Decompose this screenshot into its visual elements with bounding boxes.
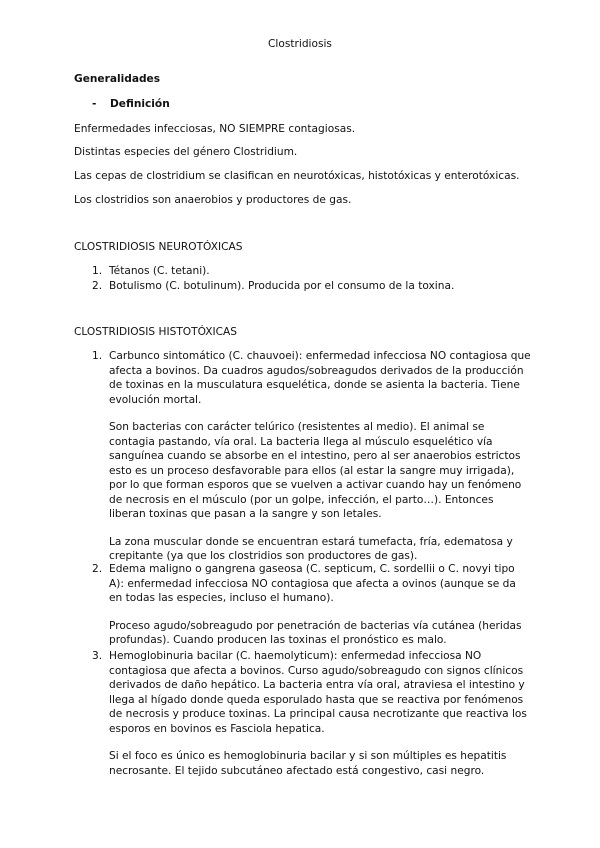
list-item-paragraph: La zona muscular donde se encuentran estará tumefacta, fría, edematosa y crepitante (ya que los clostridios son productores de gas). [109, 535, 513, 562]
list-item-paragraph: Hemoglobinuria bacilar (C. haemolyticum): enfermedad infecciosa NO contagiosa que afecta a bovinos. Curso agudo/sobreagudo con signos clínicos derivados de daño hepático. La bacteria entra vía oral, atraviesa el intestino y llega al hígado donde queda esporulado hasta que se reactiva por fenómenos de necrosis y produce toxinas. La principal causa necrotizante que reactiva los esporos en bovinos es Fasciola hepatica. [109, 650, 527, 735]
section-heading-generalidades: Generalidades [74, 73, 161, 85]
list-number: 2. [92, 563, 103, 575]
list-item [92, 349, 532, 564]
list-number: 2. [92, 280, 103, 292]
section-heading-histotoxicas: CLOSTRIDIOSIS HISTOTÓXICAS [74, 326, 238, 338]
list-number: 1. [92, 350, 103, 362]
list-number: 1. [92, 265, 103, 277]
paragraph: Las cepas de clostridium se clasifican en neurotóxicas, histotóxicas y enterotóxicas. [74, 170, 520, 182]
list-item-paragraph: Son bacterias con carácter telúrico (resistentes al medio). El animal se contagia pastando, vía oral. La bacteria llega al músculo esquelético vía sanguínea cuando se absorbe en el intestino, pero al ser anaerobios estrictos esto es un proceso desfavorable para ellos (al estar la sangre muy irrigada), por lo que forman esporos que se vuelven a activar cuando hay un fenómeno de necrosis en el músculo (por un golpe, infección, el parto…). Entonces liberan toxinas que pasan a la sangre y son letales. [109, 421, 522, 520]
list-item-paragraph: Si el foco es único es hemoglobinuria bacilar y si son múltiples es hepatitis necrosante. El tejido subcutáneo afectado está congestivo, casi negro. [109, 750, 507, 777]
subheading-definicion [92, 97, 170, 112]
list-item [92, 649, 532, 778]
list-item-text: Botulismo (C. botulinum). Producida por el consumo de la toxina. [109, 280, 455, 292]
document-title: Clostridiosis [268, 38, 332, 50]
list-item-paragraph: Proceso agudo/sobreagudo por penetración de bacterias vía cutánea (heridas profundas). Cuando producen las toxinas el pronóstico es malo. [109, 619, 522, 646]
list-item [92, 562, 532, 648]
subheading-label: Definición [110, 98, 170, 110]
paragraph: Enfermedades infecciosas, NO SIEMPRE contagiosas. [74, 123, 356, 135]
list-item [92, 264, 532, 279]
list-item-text: Tétanos (C. tetani). [109, 265, 210, 277]
section-heading-neurotoxicas: CLOSTRIDIOSIS NEUROTÓXICAS [74, 241, 243, 253]
list-item-paragraph: Edema maligno o gangrena gaseosa (C. septicum, C. sordellii o C. novyi tipo A): enfermedad infecciosa NO contagiosa que afecta a ovinos (aunque se da en todas las especies, incluso el humano). [109, 563, 516, 604]
paragraph: Distintas especies del género Clostridium. [74, 146, 298, 158]
list-item [92, 279, 532, 294]
list-item-paragraph: Carbunco sintomático (C. chauvoei): enfermedad infecciosa NO contagiosa que afecta a bovinos. Da cuadros agudos/sobreagudos derivados de la producción de toxinas en la musculatura esquelética, donde se asienta la bacteria. Tiene evolución mortal. [109, 350, 531, 406]
paragraph: Los clostridios son anaerobios y productores de gas. [74, 194, 352, 206]
list-number: 3. [92, 650, 103, 662]
bullet-dash: - [92, 98, 97, 110]
